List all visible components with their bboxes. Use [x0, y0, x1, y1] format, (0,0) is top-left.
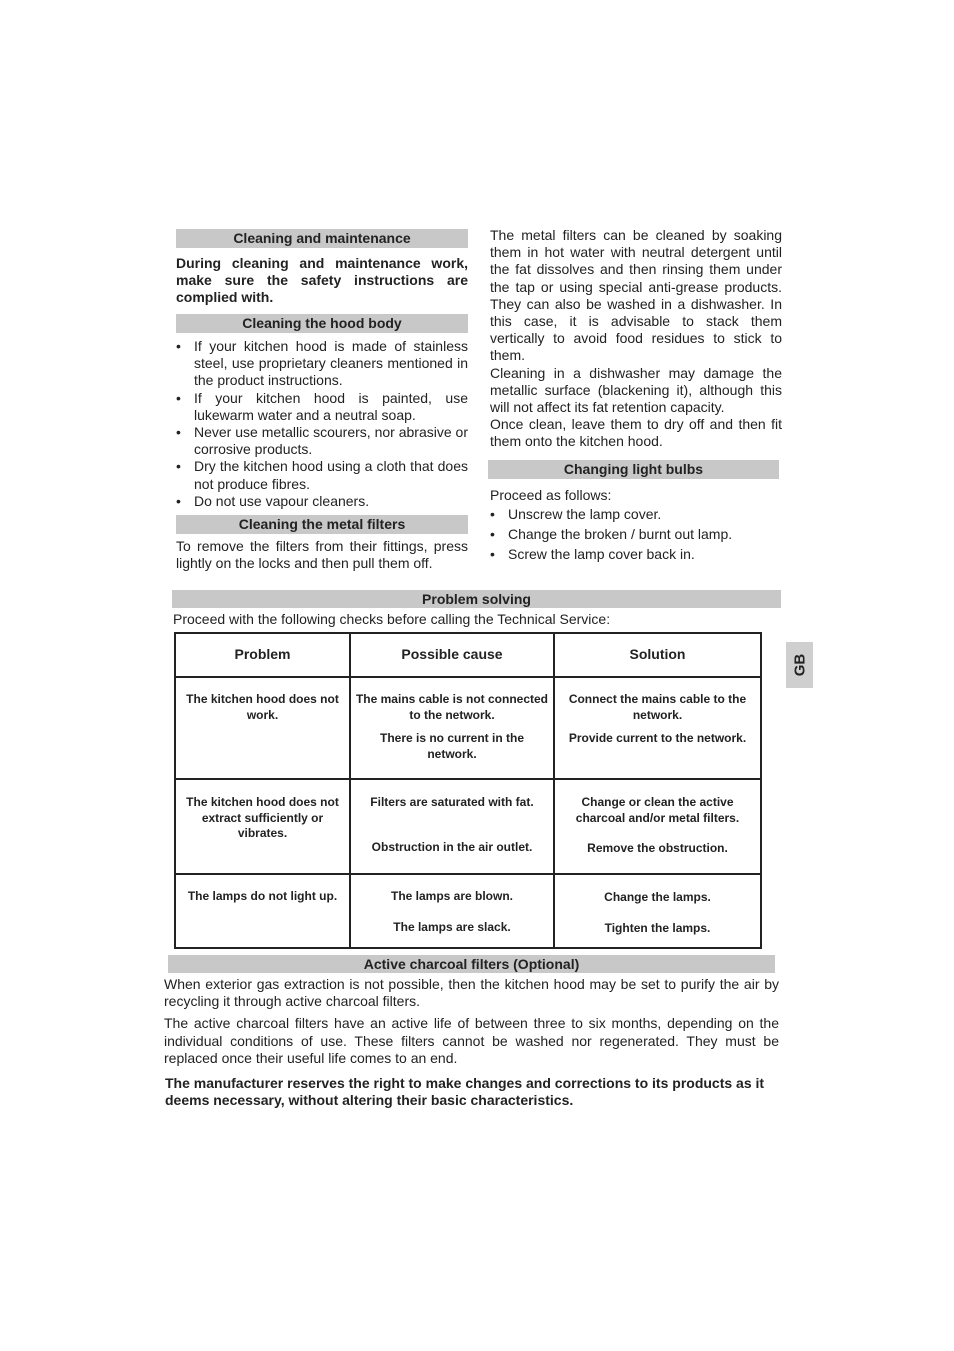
section-header-hood-body: Cleaning the hood body [176, 314, 468, 333]
paragraph: The active charcoal filters have an active life of between three to six months, depending on the individual conditions of use. These filters cannot be washed nor regenerated. They must be replaced once their useful life comes to an end. [164, 1015, 779, 1066]
problem-cell: The lamps do not light up. [175, 874, 350, 948]
table-row [175, 874, 761, 948]
paragraph: Once clean, leave them to dry off and then fit them onto the kitchen hood. [490, 416, 782, 450]
section-header-light-bulbs: Changing light bulbs [488, 460, 779, 479]
problem-cell: The kitchen hood does not work. [175, 677, 350, 779]
problem-solving-intro: Proceed with the following checks before calling the Technical Service: [173, 611, 611, 627]
list-item: • Never use metallic scourers, nor abrasive or corrosive products. [176, 424, 468, 458]
light-bulbs-intro: Proceed as follows: [490, 487, 612, 503]
table-header-row [175, 633, 761, 677]
column-header-cause: Possible cause [350, 633, 554, 677]
light-bulbs-list [490, 504, 782, 564]
table-row [175, 779, 761, 874]
column-header-problem: Problem [175, 633, 350, 677]
section-header-metal-filters: Cleaning the metal filters [176, 515, 468, 534]
language-tab-label: GB [790, 653, 808, 677]
section-header-cleaning-maintenance: Cleaning and maintenance [176, 229, 468, 248]
solution-cell: Connect the mains cable to the network. Provide current to the network. [554, 677, 761, 779]
solution-cell: Change the lamps. Tighten the lamps. [554, 874, 761, 948]
solution-cell: Change or clean the active charcoal and/or metal filters. Remove the obstruction. [554, 779, 761, 874]
list-item: • If your kitchen hood is painted, use lukewarm water and a neutral soap. [176, 390, 468, 424]
list-item: • Change the broken / burnt out lamp. [490, 524, 782, 544]
section-header-charcoal: Active charcoal filters (Optional) [168, 955, 775, 973]
manufacturer-disclaimer: The manufacturer reserves the right to make changes and corrections to its products as it deems necessary, without altering their basic characteristics. [165, 1075, 765, 1109]
column-header-solution: Solution [554, 633, 761, 677]
section-header-problem-solving: Problem solving [172, 590, 781, 608]
charcoal-text [164, 976, 779, 1067]
problem-solving-table [174, 632, 762, 949]
list-item: • If your kitchen hood is made of stainless steel, use proprietary cleaners mentioned in the product instructions. [176, 338, 468, 390]
cause-cell: The mains cable is not connected to the network. There is no current in the network. [350, 677, 554, 779]
metal-filters-instructions [490, 227, 782, 451]
metal-filters-text: To remove the filters from their fittings, press lightly on the locks and then pull them off. [176, 538, 468, 572]
list-item: • Dry the kitchen hood using a cloth that does not produce fibres. [176, 458, 468, 492]
table-row [175, 677, 761, 779]
list-item: • Unscrew the lamp cover. [490, 504, 782, 524]
cause-cell: The lamps are blown. The lamps are slack. [350, 874, 554, 948]
paragraph: The metal filters can be cleaned by soaking them in hot water with neutral detergent until the fat dissolves and then rinsing them under the tap or using special anti-grease products. They can also be washed in a dishwasher. In this case, it is advisable to stack them vertically to avoid food residues to stick to them. [490, 227, 782, 364]
list-item: • Screw the lamp cover back in. [490, 544, 782, 564]
problem-cell: The kitchen hood does not extract sufficiently or vibrates. [175, 779, 350, 874]
language-tab [786, 642, 813, 688]
hood-body-list [176, 338, 468, 510]
paragraph: Cleaning in a dishwasher may damage the metallic surface (blackening it), although this will not affect its fat retention capacity. [490, 364, 782, 416]
list-item: • Do not use vapour cleaners. [176, 493, 468, 510]
safety-warning: During cleaning and maintenance work, make sure the safety instructions are complied with. [176, 255, 468, 306]
paragraph: When exterior gas extraction is not possible, then the kitchen hood may be set to purify the air by recycling it through active charcoal filters. [164, 976, 779, 1010]
cause-cell: Filters are saturated with fat. Obstruction in the air outlet. [350, 779, 554, 874]
